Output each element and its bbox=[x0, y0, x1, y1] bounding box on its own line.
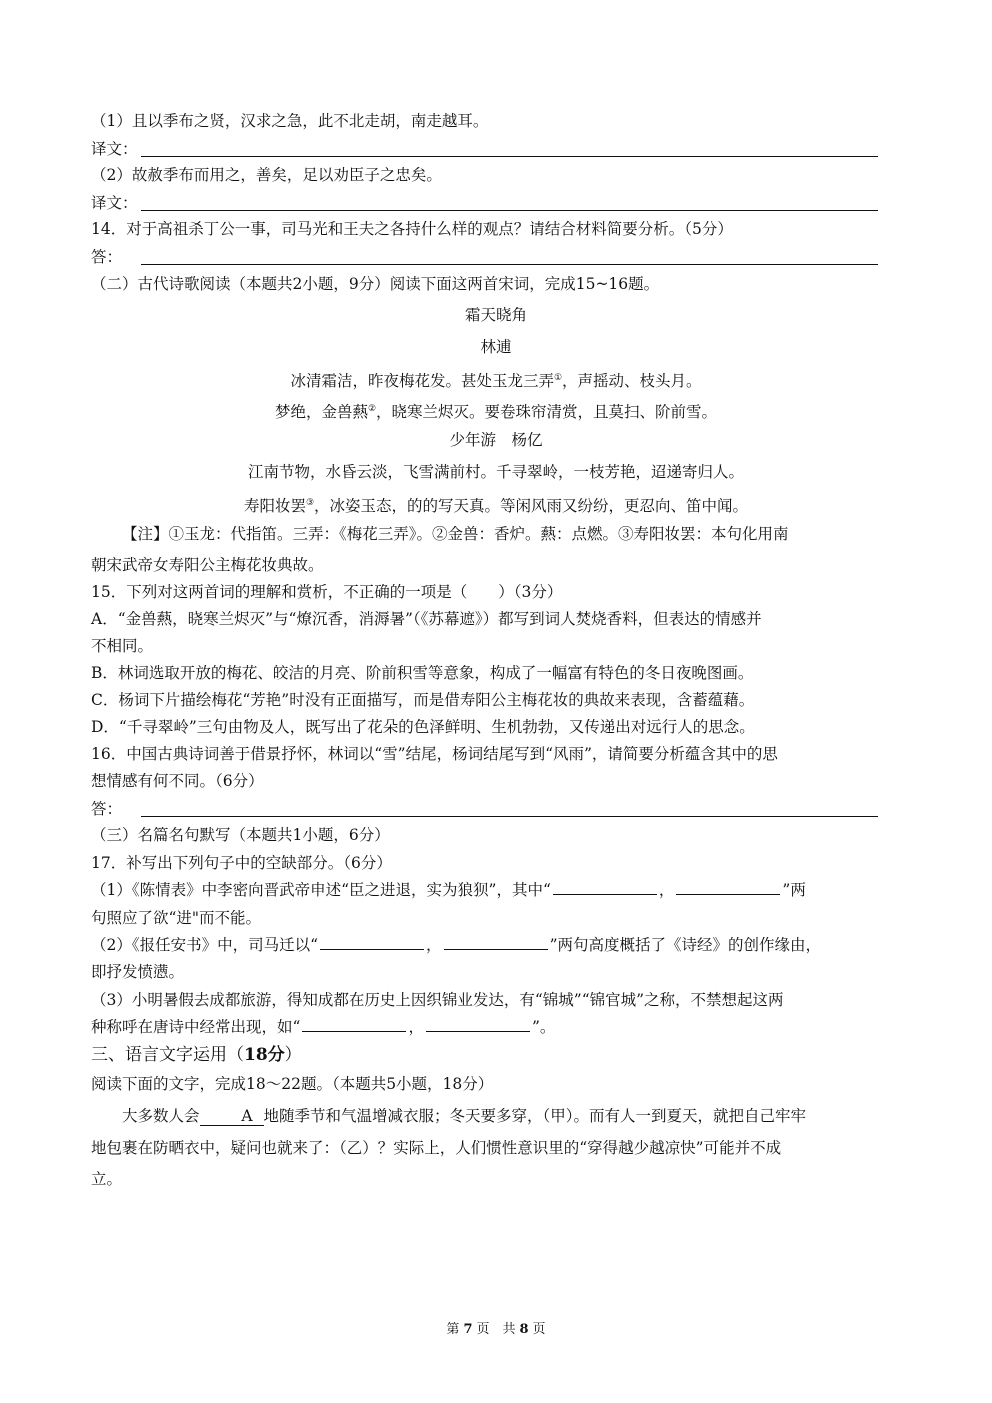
item-text: ， bbox=[408, 1018, 424, 1036]
poem-note-line-1: 【注】①玉龙：代指笛。三弄：《梅花三弄》。②金兽：香炉。爇：点燃。③寿阳妆罢：本句化用南 bbox=[122, 525, 789, 543]
answer-label: 答： bbox=[91, 800, 123, 818]
poem-text: ，声摇动、枝头月。 bbox=[562, 372, 702, 391]
fill-blank[interactable] bbox=[553, 879, 657, 895]
q16-line-2: 想情感有何不同。（6分） bbox=[91, 772, 264, 790]
answer-rule bbox=[141, 210, 878, 211]
q17-item-2-cont: 即抒发愤懑。 bbox=[91, 963, 185, 981]
title-text: ） bbox=[284, 1045, 302, 1065]
poem1-line-1 bbox=[0, 367, 992, 392]
poem-text: 梦绝，金兽爇 bbox=[274, 403, 368, 422]
footer-text: 第 bbox=[446, 1322, 460, 1337]
part2-heading: （二）古代诗歌阅读（本题共2小题，9分）阅读下面这两首宋词，完成15~16题。 bbox=[91, 275, 660, 293]
fill-blank[interactable] bbox=[676, 879, 780, 895]
translation-label: 译文： bbox=[91, 194, 138, 212]
poem2-title: 少年游 杨亿 bbox=[449, 431, 543, 449]
item-text: ， bbox=[426, 936, 442, 954]
fill-blank[interactable] bbox=[320, 934, 424, 950]
q13-sentence-1: （1）且以季布之贤，汉求之急，此不北走胡，南走越耳。 bbox=[91, 112, 489, 130]
passage-text: 地随季节和气温增减衣服；冬天要多穿，（甲）。而有人一到夏天，就把自己牢牢 bbox=[263, 1107, 807, 1125]
answer-rule bbox=[141, 264, 878, 265]
poem1-line-2 bbox=[0, 398, 992, 423]
q15-option-c: C．杨词下片描绘梅花“芳艳”时没有正面描写，而是借寿阳公主梅花妆的典故来表现，含蓄蕴藉。 bbox=[91, 691, 755, 709]
poem-text: 寿阳妆罢 bbox=[243, 497, 306, 516]
footnote-marker: ③ bbox=[305, 498, 315, 508]
footer-text: 页 共 bbox=[476, 1322, 516, 1337]
poem1-author: 林逋 bbox=[480, 338, 512, 356]
passage-line-3: 立。 bbox=[91, 1170, 123, 1188]
poem2-line-2 bbox=[0, 492, 992, 517]
passage-text: 大多数人会 bbox=[122, 1107, 200, 1125]
item-text: ”两 bbox=[782, 881, 806, 899]
item-text: （1）《陈情表》中李密向晋武帝申述“臣之进退，实为狼狈”，其中“ bbox=[91, 881, 551, 899]
poem1-title: 霜天晓角 bbox=[464, 306, 527, 324]
q17-item-2 bbox=[91, 934, 901, 956]
fill-blank[interactable] bbox=[302, 1016, 406, 1032]
q15-stem: 15．下列对这两首词的理解和赏析，不正确的一项是（ ）（3分） bbox=[91, 583, 563, 601]
poem-note-line-2: 朝宋武帝女寿阳公主梅花妆典故。 bbox=[91, 556, 324, 574]
fill-blank[interactable] bbox=[444, 934, 548, 950]
q17-stem: 17．补写出下列句子中的空缺部分。（6分） bbox=[91, 854, 392, 872]
q15-option-b: B．林词选取开放的梅花、皎洁的月亮、阶前积雪等意象，构成了一幅富有特色的冬日夜晚图画。 bbox=[91, 664, 754, 682]
item-text: ”两句高度概括了《诗经》的创作缘由， bbox=[549, 936, 821, 954]
page-number: 7 bbox=[463, 1322, 473, 1337]
section3-intro: 阅读下面的文字，完成18～22题。（本题共5小题，18分） bbox=[91, 1075, 494, 1093]
item-text: （2）《报任安书》中，司马迁以“ bbox=[91, 936, 319, 954]
part3-heading: （三）名篇名句默写（本题共1小题，6分） bbox=[91, 826, 390, 844]
q16-answer-line[interactable] bbox=[91, 798, 878, 820]
poem-text: ，冰姿玉态，的的写天真。等闲风雨又纷纷，更忍向、笛中闻。 bbox=[314, 497, 749, 516]
title-score: 18分 bbox=[244, 1045, 285, 1065]
q17-item-3-cont bbox=[91, 1016, 901, 1038]
item-text: ”。 bbox=[531, 1018, 556, 1036]
q17-item-1-cont: 句照应了欲“进"而不能。 bbox=[91, 909, 262, 927]
footnote-marker: ② bbox=[367, 404, 377, 414]
footnote-marker: ① bbox=[553, 373, 563, 383]
footer-text: 页 bbox=[532, 1322, 546, 1337]
q13-sentence-2: （2）故赦季布而用之，善矣，足以劝臣子之忠矣。 bbox=[91, 166, 442, 184]
title-text: 三、语言文字运用（ bbox=[91, 1045, 244, 1065]
answer-rule bbox=[141, 156, 878, 157]
fill-blank[interactable] bbox=[426, 1016, 530, 1032]
q15-option-d: D．“千寻翠岭”三句由物及人，既写出了花朵的色泽鲜明、生机勃勃，又传递出对远行人的思念。 bbox=[91, 718, 755, 736]
q15-option-a-line-1: A．“金兽爇，晓寒兰烬灭”与“燎沉香，消溽暑”（《苏幕遮》）都写到词人焚烧香料，但表达的情感并 bbox=[91, 610, 762, 628]
blank-a: A bbox=[200, 1107, 264, 1126]
q16-line-1: 16．中国古典诗词善于借景抒怀，林词以“雪”结尾，杨词结尾写到“风雨”，请简要分析蕴含其中的思 bbox=[91, 745, 778, 763]
section3-title bbox=[91, 1044, 901, 1066]
translation-label: 译文： bbox=[91, 140, 138, 158]
poem2-line-1: 江南节物，水昏云淡，飞雪满前村。千寻翠岭，一枝芳艳，迢递寄归人。 bbox=[247, 463, 744, 481]
q14-question: 14．对于高祖杀丁公一事，司马光和王夫之各持什么样的观点？请结合材料简要分析。（5分） bbox=[91, 220, 733, 238]
q13-answer-line-2[interactable] bbox=[91, 192, 878, 214]
poem-text: ，晓寒兰烬灭。要卷珠帘清赏，且莫扫、阶前雪。 bbox=[376, 403, 718, 422]
q13-answer-line-1[interactable] bbox=[91, 138, 878, 160]
poem-text: 冰清霜洁，昨夜梅花发。甚处玉龙三弄 bbox=[290, 372, 554, 391]
passage-line-1 bbox=[91, 1105, 901, 1127]
q15-option-a-line-2: 不相同。 bbox=[91, 637, 154, 655]
answer-rule bbox=[141, 816, 878, 817]
page-footer bbox=[0, 1318, 992, 1337]
q17-item-3: （3）小明暑假去成都旅游，得知成都在历史上因织锦业发达，有“锦城”“锦官城”之称，不禁想起这两 bbox=[91, 991, 784, 1009]
answer-label: 答： bbox=[91, 248, 123, 266]
q17-item-1 bbox=[91, 879, 901, 901]
q14-answer-line[interactable] bbox=[91, 246, 878, 268]
page-total: 8 bbox=[519, 1322, 529, 1337]
item-text: ， bbox=[658, 881, 675, 899]
passage-line-2: 地包裹在防晒衣中，疑问也就来了：（乙）？实际上，人们惯性意识里的“穿得越少越凉快”可能并不成 bbox=[91, 1139, 782, 1157]
item-text: 种称呼在唐诗中经常出现，如“ bbox=[91, 1018, 301, 1036]
